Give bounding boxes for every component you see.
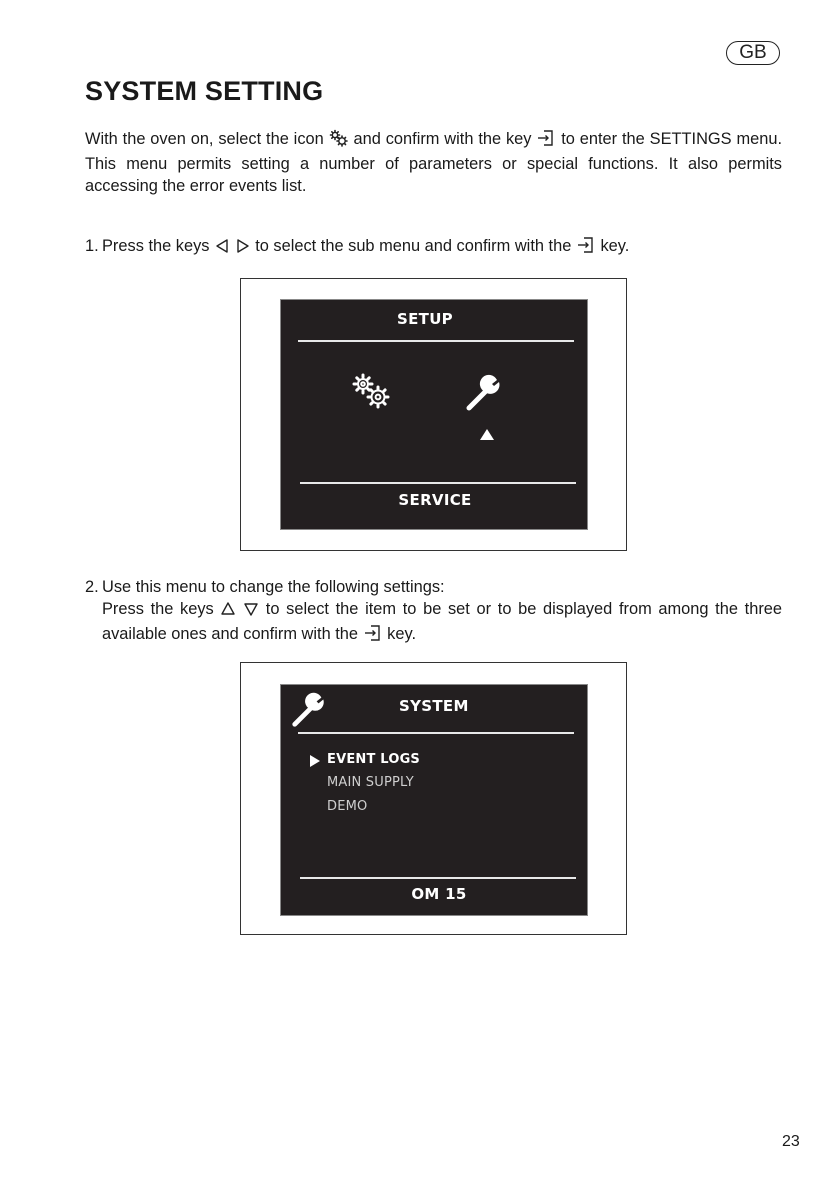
screen-2-top-divider <box>298 732 574 734</box>
menu-item-event-logs[interactable]: EVENT LOGS <box>327 752 420 767</box>
confirm-key-icon <box>576 236 596 260</box>
page-title: SYSTEM SETTING <box>85 76 324 106</box>
step-2-body <box>102 598 782 648</box>
page-number: 23 <box>782 1133 800 1150</box>
intro-text-1: With the oven on, select the icon <box>85 130 324 148</box>
intro-paragraph <box>85 128 782 197</box>
screen-1-top-divider <box>298 340 574 342</box>
settings-gears-icon[interactable] <box>351 372 395 416</box>
settings-gears-icon <box>329 129 349 153</box>
up-arrow-key-icon <box>220 601 236 623</box>
intro-text-2: and confirm with the key <box>353 130 532 148</box>
wrench-icon <box>289 690 329 734</box>
step-1-text-3: key. <box>600 237 630 255</box>
step-2-text-1: Press the keys <box>102 600 214 618</box>
step-1-number: 1. <box>85 237 99 255</box>
selection-cursor-icon <box>309 753 321 772</box>
confirm-key-icon <box>363 624 383 648</box>
left-arrow-key-icon <box>214 238 230 260</box>
setup-screen <box>280 299 588 530</box>
confirm-key-icon <box>536 129 556 153</box>
screen-2-frame <box>240 662 627 935</box>
step-2-text-2: to select the item to be set or to be displayed from among the three available ones and confirm with the <box>102 600 783 643</box>
step-2-number: 2. <box>85 578 99 596</box>
intro-text-3: to enter the SETTINGS menu. This menu permits setting a number of parameters or special functions. It also permits accessing the error events list. <box>85 130 783 195</box>
screen-1-frame <box>240 278 627 551</box>
wrench-icon[interactable] <box>463 372 505 418</box>
step-2 <box>85 576 445 598</box>
step-1 <box>85 235 629 260</box>
right-arrow-key-icon <box>235 238 251 260</box>
menu-item-demo[interactable]: DEMO <box>327 799 368 814</box>
screen-1-bottom-divider <box>300 482 576 484</box>
language-badge: GB <box>726 41 780 65</box>
screen-2-bottom-divider <box>300 877 576 879</box>
screen-2-title: SYSTEM <box>399 697 469 715</box>
screen-1-title: SETUP <box>397 310 453 328</box>
step-1-text-1: Press the keys <box>102 237 210 255</box>
step-1-text-2: to select the sub menu and confirm with the <box>255 237 572 255</box>
screen-2-footer: OM 15 <box>411 885 467 903</box>
down-arrow-key-icon <box>243 601 259 623</box>
step-2-line-1: Use this menu to change the following settings: <box>102 578 445 596</box>
menu-item-main-supply[interactable]: MAIN SUPPLY <box>327 775 414 790</box>
system-screen <box>280 684 588 916</box>
screen-1-footer: SERVICE <box>398 491 472 509</box>
up-triangle-icon <box>479 426 495 445</box>
step-2-text-3: key. <box>387 625 416 643</box>
